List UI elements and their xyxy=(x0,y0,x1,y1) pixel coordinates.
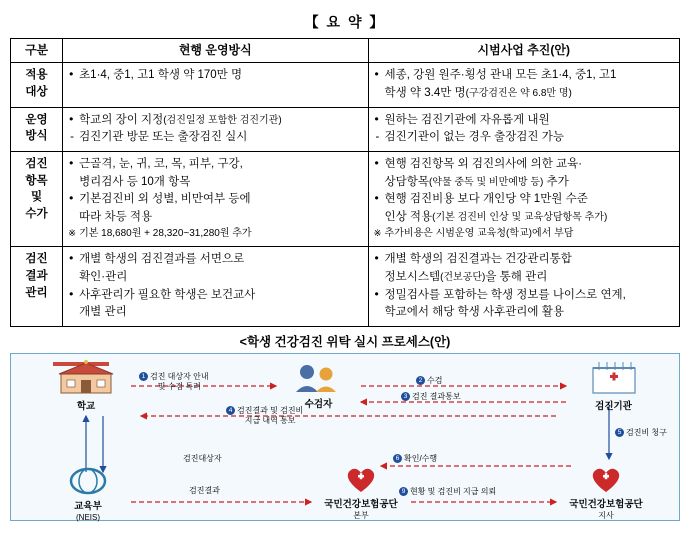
cell-pilot-operation xyxy=(368,107,679,151)
list-item: 병리검사 등 10개 항목 xyxy=(79,175,191,188)
flow-label-6: 6 확인/수행 xyxy=(393,454,437,464)
cell-pilot-items-fees xyxy=(368,152,679,247)
diagram-node-clinic xyxy=(566,358,661,413)
list-item: 상담항목(약물 중독 및 비만예방 등) 추가 xyxy=(384,175,569,188)
examinee-icon xyxy=(292,362,346,394)
column-header-current: 현행 운영방식 xyxy=(63,39,368,63)
list-item: 개별 관리 xyxy=(79,306,127,319)
node-label: 교육부 (NEIS) xyxy=(74,500,102,522)
diagram-node-nhis-branch xyxy=(551,464,661,520)
table-row xyxy=(11,63,680,107)
list-item: 정보시스템(건보공단)을 통해 관리 xyxy=(384,270,548,283)
table-row xyxy=(11,152,680,247)
heart-icon xyxy=(343,464,379,494)
list-item: • 현행 검진항목 외 검진의사에 의한 교육· xyxy=(374,156,674,173)
list-item: • 정밀검사를 포함하는 학생 정보를 나이스로 연계, xyxy=(374,287,674,304)
list-item: 학교에서 해당 학생 사후관리에 활용 xyxy=(384,306,564,319)
row-label-items-fees: 검진 항목 및 수가 xyxy=(11,152,63,247)
flow-label-3: 3 검진 결과통보 xyxy=(401,392,461,402)
school-icon xyxy=(57,360,115,396)
list-item: • 사후관리가 필요한 학생은 보건교사 xyxy=(68,287,362,304)
cell-pilot-result-mgmt xyxy=(368,247,679,327)
list-item: • 원하는 검진기관에 자유롭게 내원 xyxy=(374,112,674,129)
row-label-result-mgmt: 검진 결과 관리 xyxy=(11,247,63,327)
list-item: - 검진기관 방문 또는 출장검진 실시 xyxy=(68,129,362,146)
flow-label-8: 검진결과 xyxy=(189,485,220,495)
node-label: 검진기관 xyxy=(595,400,632,412)
list-item: • 근골격, 눈, 귀, 코, 목, 피부, 구강, xyxy=(68,156,362,173)
row-label-target: 적용 대상 xyxy=(11,63,63,107)
list-item: 확인·관리 xyxy=(79,270,128,283)
list-item: 따라 차등 적용 xyxy=(79,211,153,224)
diagram-node-moe xyxy=(43,466,133,522)
clinic-icon xyxy=(585,358,643,396)
list-item: • 개별 학생의 검진결과는 건강관리통합 xyxy=(374,251,674,268)
column-header-category: 구분 xyxy=(11,39,63,63)
flow-label-1: 1 검진 대상자 안내 및 수검 독려 xyxy=(139,372,209,392)
list-item: • 초1·4, 중1, 고1 학생 약 170만 명 xyxy=(68,67,362,84)
flow-label-7: 검진대상자 xyxy=(183,453,222,463)
summary-header: 【 요 약 】 xyxy=(304,14,386,30)
cell-current-items-fees xyxy=(63,152,368,247)
heart-icon xyxy=(588,464,624,494)
flow-label-2: 2 수검 xyxy=(416,376,442,386)
cell-current-target xyxy=(63,63,368,107)
table-row xyxy=(11,247,680,327)
node-label: 국민건강보험공단 본부 xyxy=(324,498,398,520)
flow-label-5: 5 검진비 청구 xyxy=(615,428,667,438)
process-title: <학생 건강검진 위탁 실시 프로세스(안) xyxy=(239,334,451,349)
node-label: 학교 xyxy=(76,400,96,412)
table-header-row xyxy=(11,39,680,63)
list-item-note: ※ 기본 18,680원 + 28,320~31,280원 추가 xyxy=(68,227,362,242)
list-item: - 검진기관이 없는 경우 출장검진 가능 xyxy=(374,129,674,146)
list-item: • 학교의 장이 지정(검진일정 포함한 검진기관) xyxy=(68,112,362,129)
process-diagram xyxy=(10,353,680,521)
list-item: 인상 적용(기본 검진비 인상 및 교육상담항목 추가) xyxy=(384,211,608,224)
comparison-table xyxy=(10,38,680,327)
diagram-node-examinee xyxy=(276,362,361,411)
list-item: • 현행 검진비용 보다 개인당 약 1만원 수준 xyxy=(374,191,674,208)
cell-current-result-mgmt xyxy=(63,247,368,327)
list-item: • 개별 학생의 검진결과를 서면으로 xyxy=(68,251,362,268)
column-header-pilot: 시범사업 추진(안) xyxy=(368,39,679,63)
list-item: 학생 약 3.4만 명(구강검진은 약 6.8만 명) xyxy=(384,87,572,100)
list-item: • 세종, 강원 원주·횡성 관내 모든 초1·4, 중1, 고1 xyxy=(374,67,674,84)
flow-label-4: 4 검진결과 및 검진비 지급 내역 통보 xyxy=(226,406,303,426)
moe-icon xyxy=(63,466,113,496)
node-label: 수검자 xyxy=(304,398,333,410)
list-item: • 기본검진비 외 성별, 비만여부 등에 xyxy=(68,191,362,208)
diagram-node-school xyxy=(41,360,131,413)
flow-label-9: 9 현황 및 검진비 지급 의뢰 xyxy=(399,487,496,497)
list-item-note: ※ 추가비용은 시범운영 교육청(학교)에서 부담 xyxy=(374,227,674,242)
row-label-operation: 운영 방식 xyxy=(11,107,63,151)
node-label: 국민건강보험공단 지사 xyxy=(569,498,643,520)
table-row xyxy=(11,107,680,151)
cell-current-operation xyxy=(63,107,368,151)
cell-pilot-target xyxy=(368,63,679,107)
